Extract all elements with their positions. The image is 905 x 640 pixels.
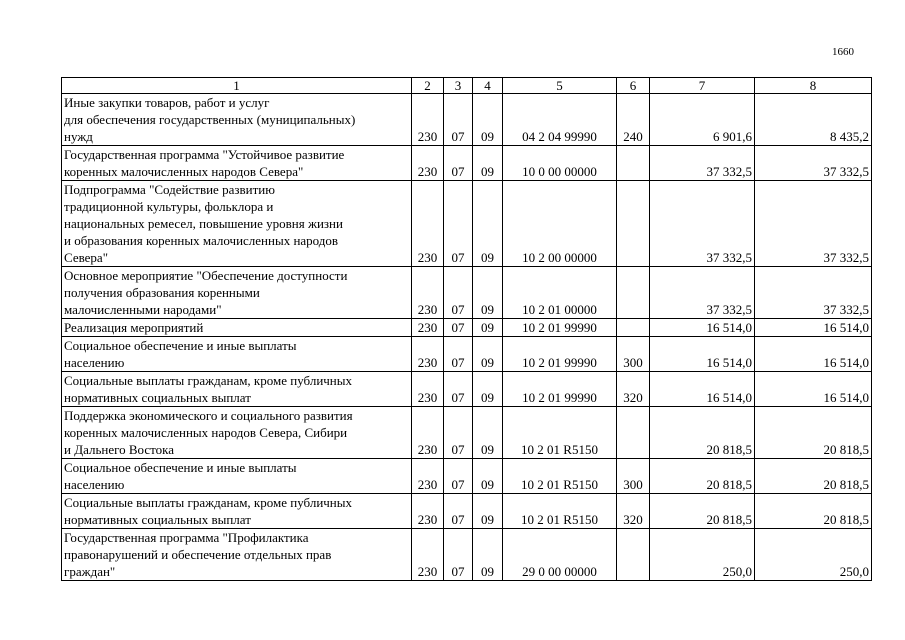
amount-col7-cell: 37 332,5: [650, 146, 755, 181]
amount-col8-cell: 16 514,0: [755, 372, 872, 407]
amount-col8-cell: 16 514,0: [755, 319, 872, 337]
chapter-code-cell: 07: [444, 372, 473, 407]
chapter-code-cell: 07: [444, 337, 473, 372]
table-row: [62, 459, 872, 494]
amount-col7-cell: 37 332,5: [650, 267, 755, 319]
amount-col7-cell: 20 818,5: [650, 494, 755, 529]
chapter-code-cell: 07: [444, 494, 473, 529]
row-name-cell: Социальное обеспечение и иные выплаты населению: [62, 459, 412, 494]
page-number: 1660: [832, 46, 854, 58]
table-row: [62, 146, 872, 181]
budget-table: [61, 77, 872, 581]
section-code-cell: 230: [412, 94, 444, 146]
header-cell: 5: [503, 78, 617, 94]
header-cell: 3: [444, 78, 473, 94]
row-name-cell: Государственная программа "Устойчивое развитие коренных малочисленных народов Севера": [62, 146, 412, 181]
subsection-code-cell: 09: [473, 529, 503, 581]
target-article-cell: 29 0 00 00000: [503, 529, 617, 581]
row-name-cell: Основное мероприятие "Обеспечение доступности получения образования коренными малочисленными народами": [62, 267, 412, 319]
header-cell: 6: [617, 78, 650, 94]
header-cell: 1: [62, 78, 412, 94]
subsection-code-cell: 09: [473, 94, 503, 146]
amount-col8-cell: 20 818,5: [755, 407, 872, 459]
subsection-code-cell: 09: [473, 407, 503, 459]
section-code-cell: 230: [412, 181, 444, 267]
target-article-cell: 10 2 01 00000: [503, 267, 617, 319]
amount-col7-cell: 16 514,0: [650, 337, 755, 372]
amount-col7-cell: 16 514,0: [650, 319, 755, 337]
table-row: [62, 494, 872, 529]
amount-col7-cell: 250,0: [650, 529, 755, 581]
section-code-cell: 230: [412, 337, 444, 372]
amount-col8-cell: 20 818,5: [755, 459, 872, 494]
chapter-code-cell: 07: [444, 146, 473, 181]
table-row: [62, 94, 872, 146]
row-name-cell: Социальное обеспечение и иные выплаты населению: [62, 337, 412, 372]
chapter-code-cell: 07: [444, 319, 473, 337]
table-row: [62, 319, 872, 337]
amount-col8-cell: 37 332,5: [755, 181, 872, 267]
subsection-code-cell: 09: [473, 372, 503, 407]
section-code-cell: 230: [412, 459, 444, 494]
subsection-code-cell: 09: [473, 459, 503, 494]
header-cell: 4: [473, 78, 503, 94]
target-article-cell: 10 2 01 99990: [503, 372, 617, 407]
target-article-cell: 04 2 04 99990: [503, 94, 617, 146]
subsection-code-cell: 09: [473, 146, 503, 181]
row-name-cell: Реализация мероприятий: [62, 319, 412, 337]
chapter-code-cell: 07: [444, 529, 473, 581]
expense-type-cell: 320: [617, 494, 650, 529]
section-code-cell: 230: [412, 372, 444, 407]
header-cell: 7: [650, 78, 755, 94]
expense-type-cell: [617, 146, 650, 181]
table-row: [62, 181, 872, 267]
target-article-cell: 10 2 00 00000: [503, 181, 617, 267]
expense-type-cell: 300: [617, 337, 650, 372]
target-article-cell: 10 2 01 R5150: [503, 459, 617, 494]
expense-type-cell: [617, 407, 650, 459]
amount-col8-cell: 37 332,5: [755, 267, 872, 319]
table-row: [62, 529, 872, 581]
expense-type-cell: [617, 267, 650, 319]
chapter-code-cell: 07: [444, 94, 473, 146]
target-article-cell: 10 2 01 99990: [503, 337, 617, 372]
expense-type-cell: [617, 319, 650, 337]
section-code-cell: 230: [412, 407, 444, 459]
amount-col7-cell: 16 514,0: [650, 372, 755, 407]
target-article-cell: 10 2 01 R5150: [503, 407, 617, 459]
section-code-cell: 230: [412, 319, 444, 337]
chapter-code-cell: 07: [444, 267, 473, 319]
table-row: [62, 372, 872, 407]
chapter-code-cell: 07: [444, 459, 473, 494]
row-name-cell: Государственная программа "Профилактика правонарушений и обеспечение отдельных прав граждан": [62, 529, 412, 581]
header-cell: 8: [755, 78, 872, 94]
expense-type-cell: 300: [617, 459, 650, 494]
section-code-cell: 230: [412, 529, 444, 581]
row-name-cell: Подпрограмма "Содействие развитию традиционной культуры, фольклора и национальных ремесел, повышение уровня жизни и образования коренных малочисленных народов Севера": [62, 181, 412, 267]
row-name-cell: Социальные выплаты гражданам, кроме публичных нормативных социальных выплат: [62, 372, 412, 407]
table-row: [62, 267, 872, 319]
expense-type-cell: [617, 181, 650, 267]
chapter-code-cell: 07: [444, 181, 473, 267]
header-row: [62, 78, 872, 94]
section-code-cell: 230: [412, 267, 444, 319]
row-name-cell: Иные закупки товаров, работ и услуг для обеспечения государственных (муниципальных) нужд: [62, 94, 412, 146]
chapter-code-cell: 07: [444, 407, 473, 459]
amount-col7-cell: 20 818,5: [650, 407, 755, 459]
subsection-code-cell: 09: [473, 181, 503, 267]
table-row: [62, 407, 872, 459]
expense-type-cell: 320: [617, 372, 650, 407]
table-row: [62, 337, 872, 372]
section-code-cell: 230: [412, 146, 444, 181]
target-article-cell: 10 0 00 00000: [503, 146, 617, 181]
header-cell: 2: [412, 78, 444, 94]
row-name-cell: Социальные выплаты гражданам, кроме публичных нормативных социальных выплат: [62, 494, 412, 529]
subsection-code-cell: 09: [473, 494, 503, 529]
expense-type-cell: 240: [617, 94, 650, 146]
section-code-cell: 230: [412, 494, 444, 529]
amount-col8-cell: 8 435,2: [755, 94, 872, 146]
target-article-cell: 10 2 01 99990: [503, 319, 617, 337]
amount-col8-cell: 20 818,5: [755, 494, 872, 529]
amount-col7-cell: 37 332,5: [650, 181, 755, 267]
target-article-cell: 10 2 01 R5150: [503, 494, 617, 529]
subsection-code-cell: 09: [473, 337, 503, 372]
row-name-cell: Поддержка экономического и социального развития коренных малочисленных народов Севера, Сибири и Дальнего Востока: [62, 407, 412, 459]
amount-col8-cell: 16 514,0: [755, 337, 872, 372]
subsection-code-cell: 09: [473, 267, 503, 319]
amount-col7-cell: 6 901,6: [650, 94, 755, 146]
amount-col8-cell: 37 332,5: [755, 146, 872, 181]
subsection-code-cell: 09: [473, 319, 503, 337]
expense-type-cell: [617, 529, 650, 581]
amount-col7-cell: 20 818,5: [650, 459, 755, 494]
amount-col8-cell: 250,0: [755, 529, 872, 581]
